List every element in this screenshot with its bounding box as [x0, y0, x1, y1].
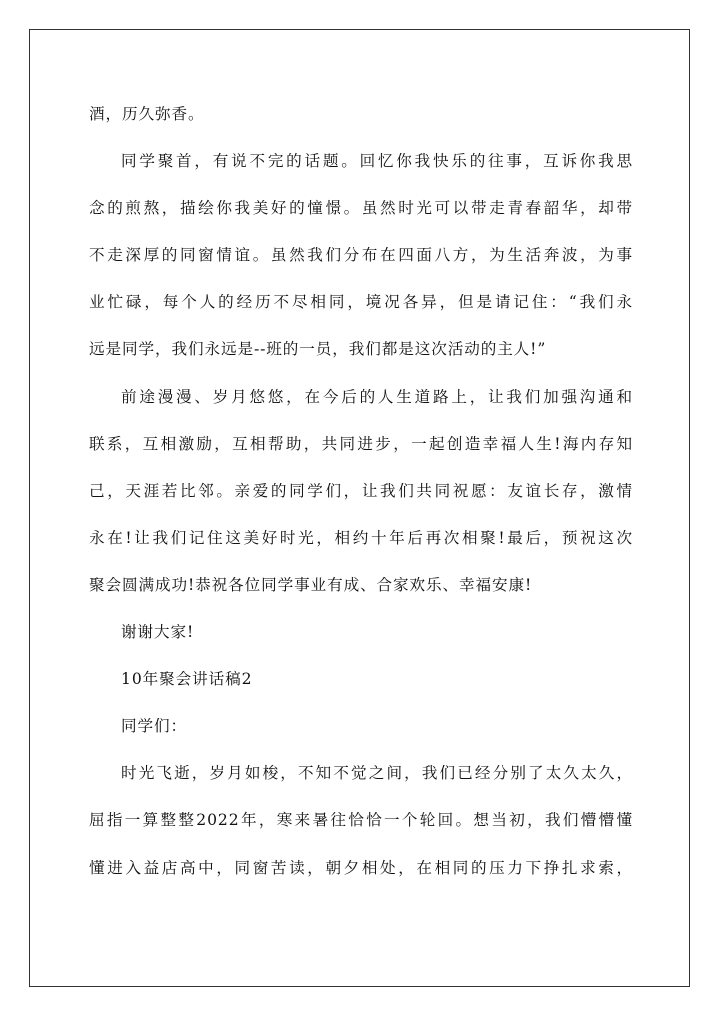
text-line: 永在!让我们记住这美好时光，相约十年后再次相聚!最后，预祝这次 [89, 528, 633, 547]
text-line: 不走深厚的同窗情谊。虽然我们分布在四面八方，为生活奔波，为事 [89, 246, 633, 265]
text-line: 酒，历久弥香。 [89, 105, 205, 123]
text-line: 聚会圆满成功!恭祝各位同学事业有成、合家欢乐、幸福安康! [89, 575, 533, 594]
text-line: 懂进入益店高中，同窗苦读，朝夕相处，在相同的压力下挣扎求索， [89, 858, 633, 877]
text-line: 谢谢大家! [121, 623, 195, 642]
section-heading: 10年聚会讲话稿2 [121, 670, 253, 689]
text-line: 同学们： [121, 717, 187, 736]
text-line: 己，天涯若比邻。亲爱的同学们，让我们共同祝愿：友谊长存，激情 [89, 481, 633, 500]
text-line: 时光飞逝，岁月如梭，不知不觉之间，我们已经分别了太久太久， [121, 764, 633, 783]
text-line: 前途漫漫、岁月悠悠，在今后的人生道路上，让我们加强沟通和 [121, 387, 633, 406]
text-line: 念的煎熬，描绘你我美好的憧憬。虽然时光可以带走青春韶华，却带 [89, 199, 633, 218]
text-line: 远是同学，我们永远是--班的一员，我们都是这次活动的主人!” [89, 340, 547, 359]
text-line: 同学聚首，有说不完的话题。回忆你我快乐的往事，互诉你我思 [121, 152, 633, 171]
text-line: 联系，互相激励，互相帮助，共同进步，一起创造幸福人生!海内存知 [89, 434, 633, 453]
document-body [89, 91, 633, 892]
text-line: 屈指一算整整2022年，寒来暑往恰恰一个轮回。想当初，我们懵懵懂 [89, 811, 633, 830]
text-line: 业忙碌，每个人的经历不尽相同，境况各异，但是请记住：“我们永 [89, 293, 633, 312]
